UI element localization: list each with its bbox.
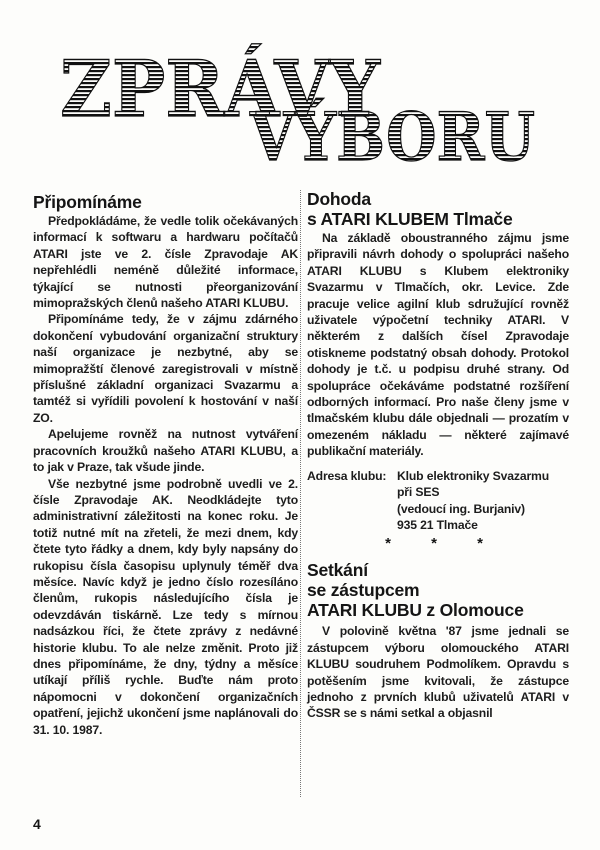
section-separator-stars: * * *	[385, 535, 501, 553]
masthead-title	[50, 38, 550, 168]
left-paragraph: Apelujeme rovněž na nutnost vytváření pracovních kroužků našeho ATARI KLUBU, a to jak v Praze, tak všude jinde.	[33, 427, 298, 475]
address-label: Adresa klubu:	[307, 468, 387, 483]
heading-setkani: Setkání	[307, 560, 368, 581]
heading-dohoda: Dohoda	[307, 189, 371, 209]
heading-se-zastupcem: se zástupcem	[307, 580, 420, 601]
left-paragraph: Předpokládáme, že vedle tolik očekávaných informací k softwaru a hardwaru počítačů ATARI jste ve 2. čísle Zpravodaje AK nepřehlédli neméně důležité informace, týkající se nutnosti přeorganizování mimopražských členů našeho ATARI KLUBU.	[33, 214, 298, 311]
masthead-line2: VÝBORU	[249, 98, 535, 168]
club-address	[307, 468, 569, 534]
heading-pripominame: Připomínáme	[33, 192, 142, 212]
address-line: (vedoucí ing. Burjaniv)	[397, 501, 525, 516]
heading-atari-klub-tlmace: s ATARI KLUBEM Tlmače	[307, 209, 513, 229]
right-column	[307, 189, 569, 722]
left-paragraph: Připomínáme tedy, že v zájmu zdárného dokončení vybudování organizační struktury naší organizace je nezbytné, aby se mimopražští členové zaregistrovali v místně příslušné základní organizaci Svazarmu a tamtéž si vyřídili povolení k hostování v naší ZO.	[33, 312, 298, 425]
address-line: 935 21 Tlmače	[397, 517, 478, 532]
left-column	[33, 192, 298, 738]
address-line: Klub elektroniky Svazarmu	[397, 468, 550, 483]
address-line: při SES	[397, 485, 440, 500]
right-paragraph: Na základě oboustranného zájmu jsme připravili návrh dohody o spolupráci našeho ATARI KLUBU s Klubem elektroniky Svazarmu v Tlmačích, okr. Levice. Zde pracuje velice agilní klub sdružující rovněž uživatele výpočetní techniky ATARI. V některém z dalších čísel Zpravodaje otiskneme podstatný obsah dohody. Protokol dohody je t.č. u podpisu druhé strany. Od spolupráce očekáváme podstatné rozšíření odborných informací. Pro naše členy jsme v tlmačském klubu dále objednali — prozatím v omezeném nákladu — některé zajímavé publikační materiály.	[307, 231, 569, 459]
masthead-line1: ZPRÁVY	[60, 44, 412, 135]
address-lines	[397, 468, 549, 534]
heading-atari-klubu-olomouc: ATARI KLUBU z Olomouce	[307, 600, 524, 621]
column-divider	[300, 190, 302, 797]
right-paragraph: V polovině května '87 jsme jednali se zástupcem výboru olomouckého ATARI KLUBU soudruhem Podmolíkem. Opravdu s potěšením jsme kvitovali, že zástupce jednoho z prvních klubů uživatelů ATARI v ČSSR se s námi setkal a objasnil	[307, 624, 569, 721]
left-paragraph: Vše nezbytné jsme podrobně uvedli ve 2. čísle Zpravodaje AK. Neodkládejte tyto administrativní záležitosti na konec roku. Je totiž nutné mít na zřeteli, že mezi dnem, kdy čtete tyto řádky a dnem, kdy byly napsány do rukopisu čísla časopisu uplynuly téměř dva měsíce. Navíc když je jedno číslo rozesíláno členům, rukopis následujícího čísla je odevzdáván tiskárně. Lze tedy s mírnou nadsázkou říci, že čtete zprávy z nedávné historie klubu. To ale nelze změnit. Proto již dnes připomínáme, že dny, týdny a měsíce utíkají příliš rychle. Buďte nám proto nápomocni v dokončení organizačních opatření, jejichž ukončení jsme naplánovali do 31. 10. 1987.	[33, 476, 298, 737]
page-number: 4	[33, 816, 41, 832]
